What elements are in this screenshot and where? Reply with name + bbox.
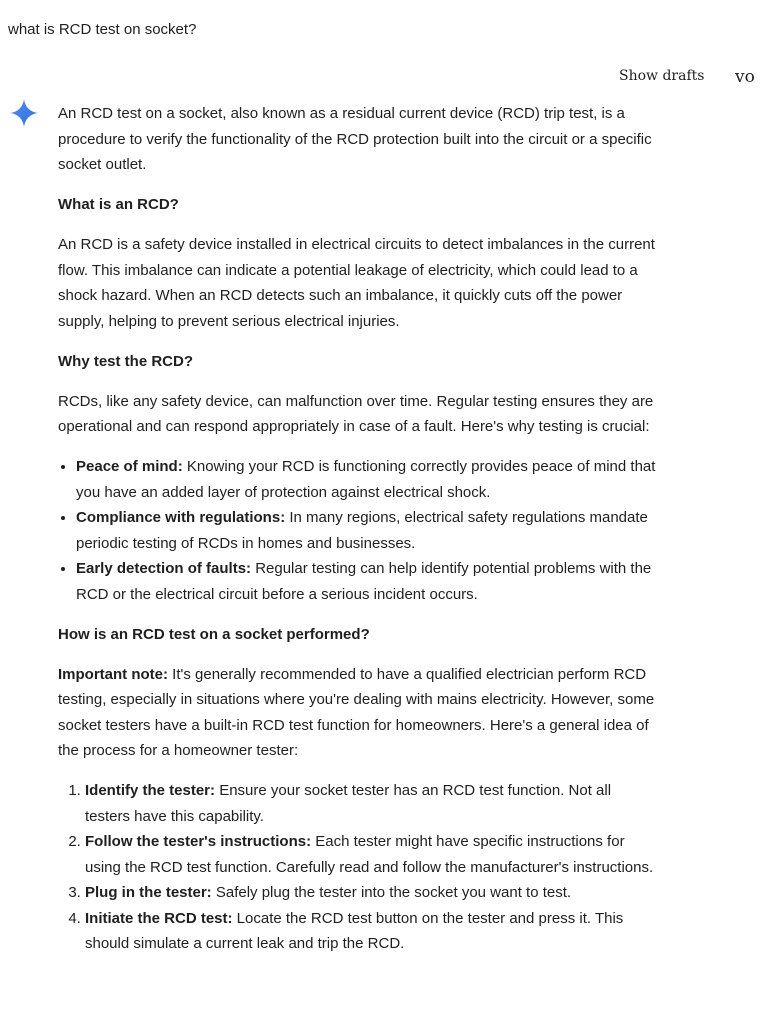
list-item	[85, 778, 658, 829]
list-item	[85, 829, 658, 880]
why-test-list	[58, 454, 658, 607]
important-note-paragraph	[58, 662, 658, 764]
list-item-title: Early detection of faults:	[76, 560, 252, 577]
list-item-title: Initiate the RCD test:	[85, 909, 233, 927]
list-item-text: Ensure your socket tester has an RCD test function. Not all testers have this capability.	[85, 782, 612, 825]
list-item-text: Knowing your RCD is functioning correctly provides peace of mind that you have an added layer of protection against electrical shock.	[76, 458, 656, 501]
list-item	[76, 505, 658, 556]
important-note-text: It's generally recommended to have a qualified electrician perform RCD testing, especially in situations where you're dealing with mains electricity. However, some socket testers have a built-in RCD test function for homeowners. Here's a general idea of the process for a homeowner tester:	[58, 665, 655, 759]
steps-list	[58, 778, 658, 957]
intro-paragraph: An RCD test on a socket, also known as a residual current device (RCD) trip test, is a procedure to verify the functionality of the RCD protection built into the circuit or a specific socket outlet.	[58, 105, 652, 173]
list-item-text: Each tester might have specific instructions for using the RCD test function. Carefully read and follow the manufacturer's instructions.	[85, 833, 654, 876]
list-item-text: Regular testing can help identify potential problems with the RCD or the electrical circuit before a serious incident occurs.	[76, 560, 652, 603]
list-item	[85, 880, 658, 906]
list-item-title: Compliance with regulations:	[76, 509, 286, 526]
list-item-title: Follow the tester's instructions:	[85, 833, 312, 850]
list-item-title: Plug in the tester:	[85, 884, 212, 901]
voice-button[interactable]: vo	[735, 67, 755, 87]
list-item-title: Peace of mind:	[76, 458, 183, 475]
list-item-text: Safely plug the tester into the socket you want to test.	[211, 884, 572, 901]
list-item-text: Locate the RCD test button on the tester and press it. This should simulate a current leak and trip the RCD.	[85, 909, 624, 952]
section-heading-how-performed: How is an RCD test on a socket performed?	[58, 625, 370, 643]
list-item	[85, 906, 658, 957]
important-note-title: Important note:	[58, 665, 168, 683]
section-body-why-test: RCDs, like any safety device, can malfunction over time. Regular testing ensures they are operational and can respond appropriately in case of a fault. Here's why testing is crucial:	[58, 392, 654, 435]
section-heading-what-is-rcd: What is an RCD?	[58, 196, 179, 213]
list-item	[76, 454, 658, 505]
list-item-text: In many regions, electrical safety regulations mandate periodic testing of RCDs in homes and businesses.	[76, 509, 648, 552]
list-item	[76, 556, 658, 607]
list-item-title: Identify the tester:	[85, 782, 216, 799]
user-query: what is RCD test on socket?	[8, 21, 197, 38]
gemini-spark-icon	[9, 98, 39, 128]
section-body-what-is-rcd: An RCD is a safety device installed in electrical circuits to detect imbalances in the current flow. This imbalance can indicate a potential leakage of electricity, which could lead to a shock hazard. When an RCD detects such an imbalance, it quickly cuts off the power supply, helping to prevent serious electrical injuries.	[58, 236, 655, 330]
show-drafts-button[interactable]: Show drafts	[619, 68, 705, 84]
response-body	[58, 101, 658, 971]
section-heading-why-test: Why test the RCD?	[58, 352, 193, 370]
